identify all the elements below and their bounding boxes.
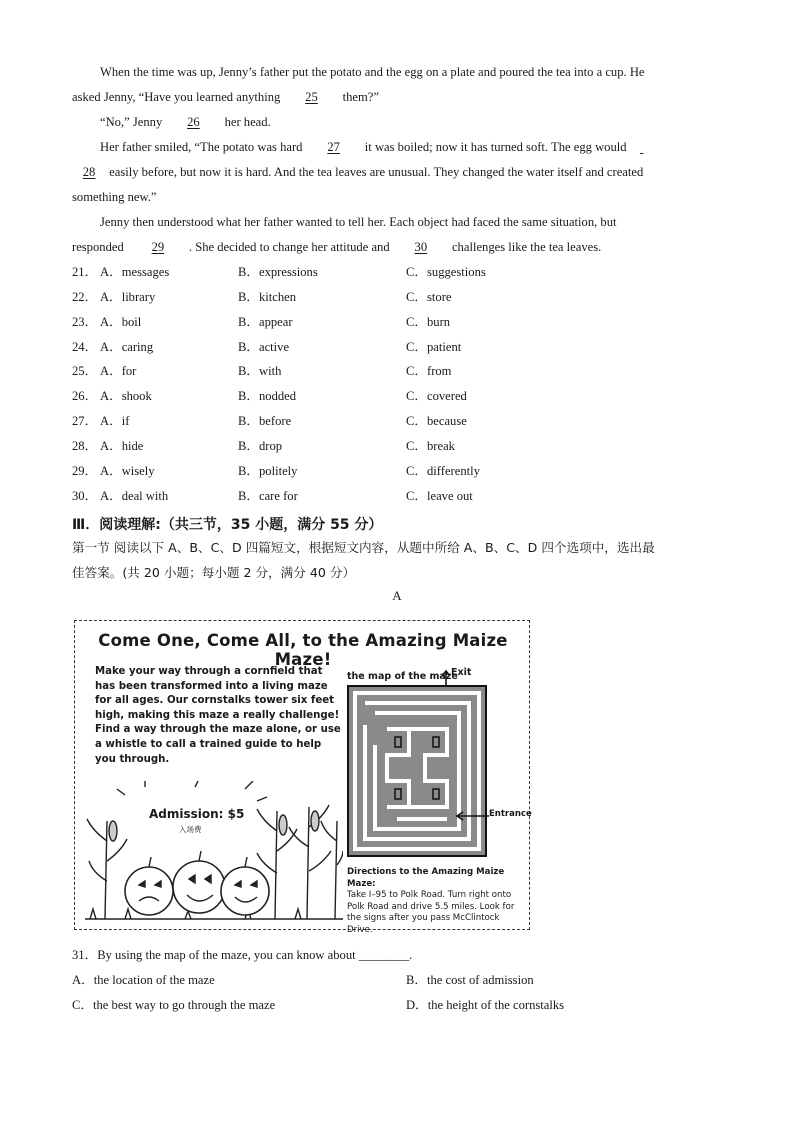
- option-b[interactable]: B．with: [238, 364, 282, 378]
- blank-28[interactable]: 28: [82, 165, 96, 179]
- passage-letter: A: [392, 588, 402, 603]
- admission-chinese-label: 入场费: [179, 825, 202, 834]
- option-row-22: 22． A．library B．kitchen C．store: [72, 285, 722, 310]
- option-a[interactable]: A．shook: [100, 389, 152, 403]
- question-31-options-row-2: [72, 993, 722, 1018]
- option-row-29: 29． A．wisely B．politely C．differently: [72, 459, 722, 484]
- option-d[interactable]: D．the height of the cornstalks: [406, 998, 565, 1012]
- option-c[interactable]: C．suggestions: [406, 265, 486, 279]
- exit-label: Exit: [451, 667, 472, 678]
- option-c[interactable]: C．the best way to go through the maze: [72, 998, 276, 1012]
- option-c[interactable]: C．because: [406, 414, 467, 428]
- option-a[interactable]: A．deal with: [100, 489, 169, 503]
- option-b[interactable]: B．expressions: [238, 265, 318, 279]
- option-a[interactable]: A．library: [100, 290, 156, 304]
- option-row-21: 21． A．messages B．expressions C．suggestions: [72, 260, 722, 285]
- blank-28-start: [630, 135, 654, 160]
- option-b[interactable]: B．politely: [238, 464, 298, 478]
- option-a[interactable]: A．wisely: [100, 464, 155, 478]
- option-row-27: 27． A．if B．before C．because: [72, 409, 722, 434]
- entrance-label: Entrance: [489, 809, 532, 819]
- question-31-options-row-1: [72, 968, 722, 993]
- option-a[interactable]: A．the location of the maze: [72, 973, 215, 987]
- map-label: the map of the maze: [347, 671, 458, 682]
- blank-25[interactable]: 25: [305, 90, 318, 104]
- option-row-23: 23． A．boil B．appear C．burn: [72, 310, 722, 335]
- option-c[interactable]: C．patient: [406, 340, 462, 354]
- section-instructions: 第一节 阅读以下 A、B、C、D 四篇短文，根据短文内容，从题中所给 A、B、C、D 四个选项中，选出最 佳答案。(共 20 小题；每小题 2 分，满分 40 分）: [72, 540, 655, 580]
- option-b[interactable]: B．active: [238, 340, 290, 354]
- question-31-stem: 31．By using the map of the maze, you can know about ________.: [72, 948, 413, 962]
- passage-paragraph-3: Her father smiled, “The potato was hard 27 it was boiled; now it has turned soft. The egg would 28 easily before, but now it is hard. And the tea leaves are unusual. They changed the water itself and created something new.”: [72, 135, 722, 210]
- option-b[interactable]: B．care for: [238, 489, 298, 503]
- option-a[interactable]: A．if: [100, 414, 130, 428]
- exit-arrow-icon: [441, 669, 451, 685]
- option-row-28: 28． A．hide B．drop C．break: [72, 434, 722, 459]
- option-b[interactable]: B．kitchen: [238, 290, 297, 304]
- option-row-25: 25． A．for B．with C．from: [72, 359, 722, 384]
- directions-heading: Directions to the Amazing Maize Maze:: [347, 867, 505, 889]
- option-b[interactable]: B．the cost of admission: [406, 973, 534, 987]
- section-heading: Ⅲ．阅读理解:（共三节，35 小题，满分 55 分）: [72, 517, 383, 533]
- ad-title: Come One, Come All, to the Amazing Maize Maze!: [98, 631, 508, 669]
- passage-paragraph-2: “No,” Jenny 26 her head.: [72, 110, 722, 135]
- option-c[interactable]: C．store: [406, 290, 452, 304]
- maize-maze-advertisement: [74, 620, 532, 935]
- blank-30[interactable]: 30: [414, 240, 428, 254]
- ad-body: Make your way through a cornfield that has been transformed into a living maze for all ages. Our cornstalks tower six feet high, making this maze a really challenge! Find a way through the maze alone, or use a whistle to call a trained guide to help you through.: [95, 666, 341, 765]
- option-b[interactable]: B．appear: [238, 315, 293, 329]
- option-row-24: 24． A．caring B．active C．patient: [72, 335, 722, 360]
- option-c[interactable]: C．break: [406, 439, 455, 453]
- option-a[interactable]: A．caring: [100, 340, 154, 354]
- option-a[interactable]: A．messages: [100, 265, 170, 279]
- option-row-30: 30． A．deal with B．care for C．leave out: [72, 484, 722, 509]
- option-c[interactable]: C．from: [406, 364, 452, 378]
- maze-map: [347, 685, 487, 857]
- admission-price: Admission: $5: [149, 807, 245, 821]
- blank-26[interactable]: 26: [187, 115, 200, 129]
- option-a[interactable]: A．for: [100, 364, 137, 378]
- option-c[interactable]: C．leave out: [406, 489, 473, 503]
- option-b[interactable]: B．nodded: [238, 389, 297, 403]
- directions-body: Take I–95 to Polk Road. Turn right onto Polk Road and drive 5.5 miles. Look for the signs after you pass McClintock Drive.: [347, 890, 515, 935]
- option-c[interactable]: C．burn: [406, 315, 451, 329]
- option-c[interactable]: C．differently: [406, 464, 480, 478]
- option-c[interactable]: C．covered: [406, 389, 467, 403]
- blank-27[interactable]: 27: [327, 140, 340, 154]
- entrance-arrow-icon: [455, 811, 489, 821]
- option-b[interactable]: B．before: [238, 414, 292, 428]
- passage-paragraph-1: When the time was up, Jenny’s father put the potato and the egg on a plate and poured the tea into a cup. He asked Jenny, “Have you learned anything 25 them?”: [72, 60, 722, 110]
- option-a[interactable]: A．hide: [100, 439, 144, 453]
- option-row-26: 26． A．shook B．nodded C．covered: [72, 384, 722, 409]
- cornfield-pumpkins-illustration: [85, 781, 343, 921]
- option-a[interactable]: A．boil: [100, 315, 142, 329]
- directions: [347, 867, 525, 937]
- option-b[interactable]: B．drop: [238, 439, 283, 453]
- passage-paragraph-4: Jenny then understood what her father wanted to tell her. Each object had faced the same situation, but responded 29 . She decided to change her attitude and 30 challenges like the tea leaves.: [72, 210, 722, 260]
- blank-29[interactable]: 29: [151, 240, 165, 254]
